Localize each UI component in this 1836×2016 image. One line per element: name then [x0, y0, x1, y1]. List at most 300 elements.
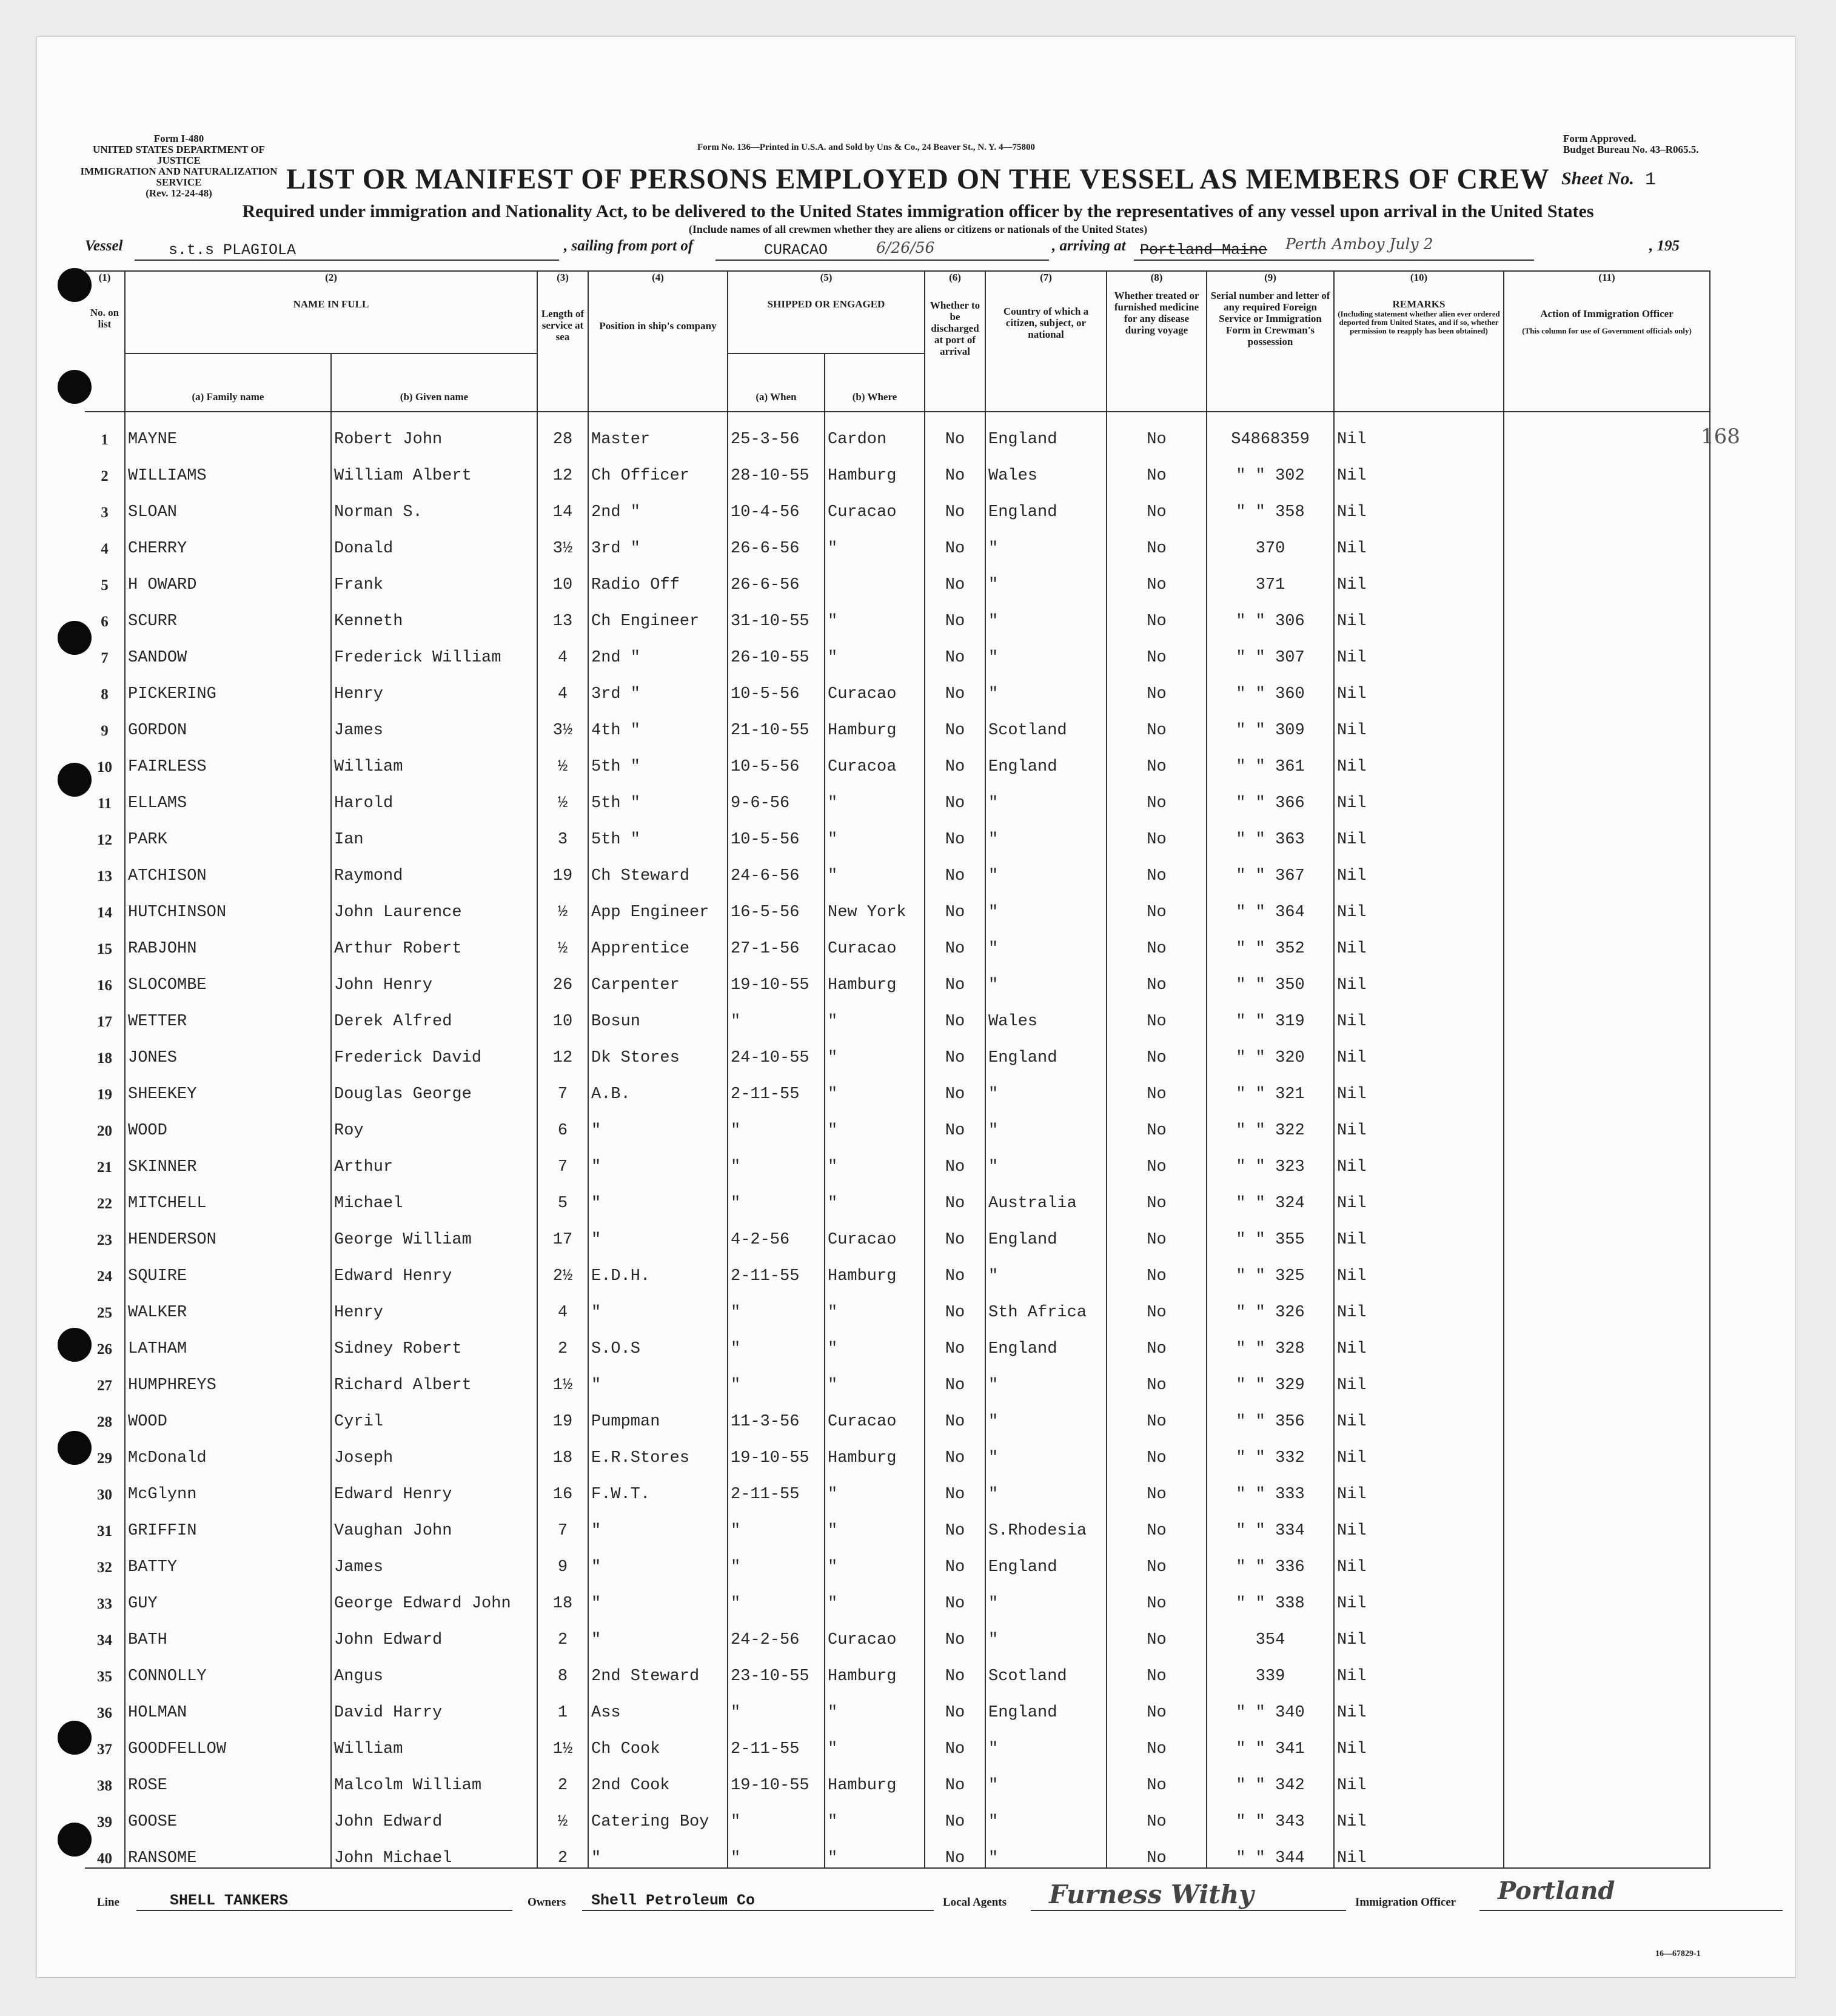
cell-when: 27-1-56 [728, 922, 825, 958]
cell-given: Arthur Robert [331, 922, 537, 958]
cell-family: ATCHISON [125, 849, 331, 885]
cell-serial: " " 364 [1207, 885, 1334, 922]
cell-no: 26 [85, 1322, 125, 1358]
cell-when: 26-10-55 [728, 631, 825, 667]
cell-family: ELLAMS [125, 776, 331, 812]
cell-serial: 354 [1207, 1613, 1334, 1649]
cell-discharged: No [925, 1722, 985, 1758]
cell-medicine: No [1107, 1067, 1207, 1103]
header-length: Length of service at sea [537, 284, 588, 412]
cell-discharged: No [925, 1395, 985, 1431]
crew-row [85, 558, 1710, 594]
cell-given: Robert John [331, 412, 537, 449]
cell-length: 8 [537, 1649, 588, 1686]
cell-serial: " " 325 [1207, 1249, 1334, 1285]
cell-action [1504, 449, 1710, 485]
cell-where: " [825, 1540, 925, 1576]
cell-medicine: No [1107, 740, 1207, 776]
cell-action [1504, 1649, 1710, 1686]
cell-remarks: Nil [1334, 849, 1504, 885]
cell-serial: S4868359 [1207, 412, 1334, 449]
cell-remarks: Nil [1334, 594, 1504, 631]
cell-action [1504, 1249, 1710, 1285]
cell-given: Richard Albert [331, 1358, 537, 1395]
crew-row [85, 1322, 1710, 1358]
cell-length: 18 [537, 1431, 588, 1467]
cell-position: E.D.H. [588, 1249, 728, 1285]
cell-family: HUMPHREYS [125, 1358, 331, 1395]
cell-family: HENDERSON [125, 1213, 331, 1249]
cell-action [1504, 1140, 1710, 1176]
cell-family: WETTER [125, 994, 331, 1031]
cell-action [1504, 994, 1710, 1031]
cell-discharged: No [925, 703, 985, 740]
crew-row [85, 1140, 1710, 1176]
crew-row [85, 1831, 1710, 1868]
cell-serial: " " 322 [1207, 1103, 1334, 1140]
column-number: (9) [1207, 271, 1334, 284]
crew-row [85, 703, 1710, 740]
cell-serial: " " 333 [1207, 1467, 1334, 1504]
cell-family: H OWARD [125, 558, 331, 594]
cell-when: " [728, 1358, 825, 1395]
cell-medicine: No [1107, 1467, 1207, 1504]
cell-where: Curacao [825, 485, 925, 521]
cell-medicine: No [1107, 1795, 1207, 1831]
cell-remarks: Nil [1334, 667, 1504, 703]
cell-where: " [825, 631, 925, 667]
cell-country: England [985, 412, 1107, 449]
cell-no: 40 [85, 1831, 125, 1868]
cell-serial: " " 324 [1207, 1176, 1334, 1213]
cell-remarks: Nil [1334, 1649, 1504, 1686]
cell-no: 36 [85, 1686, 125, 1722]
cell-given: Norman S. [331, 485, 537, 521]
cell-serial: " " 338 [1207, 1576, 1334, 1613]
footer-agents-label: Local Agents [943, 1896, 1007, 1909]
cell-remarks: Nil [1334, 1067, 1504, 1103]
cell-when: 2-11-55 [728, 1722, 825, 1758]
cell-family: McDonald [125, 1431, 331, 1467]
cell-action [1504, 1176, 1710, 1213]
cell-when: 28-10-55 [728, 449, 825, 485]
header-when: (a) When [728, 353, 825, 412]
cell-remarks: Nil [1334, 812, 1504, 849]
cell-country: " [985, 1431, 1107, 1467]
cell-country: " [985, 1613, 1107, 1649]
cell-given: Malcolm William [331, 1758, 537, 1795]
sail-date: 6/26/56 [876, 239, 935, 256]
cell-remarks: Nil [1334, 1358, 1504, 1395]
crew-row [85, 1431, 1710, 1467]
cell-position: Apprentice [588, 922, 728, 958]
footer-agents: Furness Withy [1049, 1880, 1254, 1909]
cell-country: " [985, 558, 1107, 594]
cell-family: WOOD [125, 1103, 331, 1140]
cell-when: 10-4-56 [728, 485, 825, 521]
cell-medicine: No [1107, 1613, 1207, 1649]
cell-discharged: No [925, 485, 985, 521]
cell-when: 23-10-55 [728, 1649, 825, 1686]
cell-medicine: No [1107, 1831, 1207, 1868]
cell-where: Hamburg [825, 1249, 925, 1285]
arrival-handwritten: Perth Amboy July 2 [1285, 235, 1433, 253]
cell-length: 1½ [537, 1358, 588, 1395]
cell-remarks: Nil [1334, 1431, 1504, 1467]
cell-length: 13 [537, 594, 588, 631]
header-no: No. on list [85, 284, 125, 412]
cell-no: 37 [85, 1722, 125, 1758]
cell-no: 3 [85, 485, 125, 521]
cell-no: 30 [85, 1467, 125, 1504]
cell-position: " [588, 1213, 728, 1249]
arrival-port: Portland Maine [1140, 241, 1268, 259]
cell-action [1504, 1213, 1710, 1249]
cell-country: " [985, 1358, 1107, 1395]
cell-length: 4 [537, 667, 588, 703]
cell-medicine: No [1107, 558, 1207, 594]
column-number: (3) [537, 271, 588, 284]
cell-remarks: Nil [1334, 1176, 1504, 1213]
cell-action [1504, 1285, 1710, 1322]
cell-serial: " " 319 [1207, 994, 1334, 1031]
cell-action [1504, 885, 1710, 922]
cell-given: Edward Henry [331, 1467, 537, 1504]
cell-medicine: No [1107, 922, 1207, 958]
crew-row [85, 1395, 1710, 1431]
cell-serial: " " 355 [1207, 1213, 1334, 1249]
cell-serial: " " 350 [1207, 958, 1334, 994]
cell-action [1504, 667, 1710, 703]
cell-discharged: No [925, 994, 985, 1031]
cell-medicine: No [1107, 958, 1207, 994]
cell-position: F.W.T. [588, 1467, 728, 1504]
remarks-note: (Including statement whether alien ever ordered deported from United States, and if so, whether permission to reapply has been obtained) [1338, 309, 1500, 335]
cell-medicine: No [1107, 1686, 1207, 1722]
cell-position: " [588, 1103, 728, 1140]
cell-where: " [825, 1140, 925, 1176]
cell-remarks: Nil [1334, 412, 1504, 449]
cell-given: John Laurence [331, 885, 537, 922]
cell-remarks: Nil [1334, 1758, 1504, 1795]
cell-discharged: No [925, 1176, 985, 1213]
cell-position: S.O.S [588, 1322, 728, 1358]
cell-position: 3rd " [588, 667, 728, 703]
cell-when: " [728, 1686, 825, 1722]
cell-when: 16-5-56 [728, 885, 825, 922]
cell-no: 39 [85, 1795, 125, 1831]
cell-length: 17 [537, 1213, 588, 1249]
crew-row [85, 1285, 1710, 1322]
cell-medicine: No [1107, 1213, 1207, 1249]
cell-position: Ch Cook [588, 1722, 728, 1758]
cell-discharged: No [925, 776, 985, 812]
cell-discharged: No [925, 1576, 985, 1613]
cell-when: 9-6-56 [728, 776, 825, 812]
underline [1479, 1910, 1783, 1911]
cell-remarks: Nil [1334, 449, 1504, 485]
cell-where: Cardon [825, 412, 925, 449]
cell-given: Derek Alfred [331, 994, 537, 1031]
cell-remarks: Nil [1334, 703, 1504, 740]
header-position: Position in ship's company [588, 284, 728, 412]
cell-medicine: No [1107, 1140, 1207, 1176]
cell-when: " [728, 1285, 825, 1322]
cell-when: " [728, 1504, 825, 1540]
cell-family: RABJOHN [125, 922, 331, 958]
cell-no: 15 [85, 922, 125, 958]
cell-position: Carpenter [588, 958, 728, 994]
cell-serial: " " 341 [1207, 1722, 1334, 1758]
cell-length: 12 [537, 1031, 588, 1067]
cell-medicine: No [1107, 1576, 1207, 1613]
cell-length: 1½ [537, 1722, 588, 1758]
cell-given: James [331, 1540, 537, 1576]
cell-medicine: No [1107, 849, 1207, 885]
cell-length: 2 [537, 1322, 588, 1358]
cell-when: 10-5-56 [728, 667, 825, 703]
column-number: (2) [125, 271, 537, 284]
cell-family: McGlynn [125, 1467, 331, 1504]
cell-action [1504, 1831, 1710, 1868]
cell-medicine: No [1107, 412, 1207, 449]
cell-length: 7 [537, 1140, 588, 1176]
cell-medicine: No [1107, 1504, 1207, 1540]
cell-serial: " " 323 [1207, 1140, 1334, 1176]
cell-where: " [825, 1795, 925, 1831]
subtitle-note: (Include names of all crewmen whether they are aliens or citizens or nationals of the United States) [688, 223, 1148, 235]
cell-action [1504, 958, 1710, 994]
cell-length: 1 [537, 1686, 588, 1722]
cell-serial: " " 363 [1207, 812, 1334, 849]
cell-position: Pumpman [588, 1395, 728, 1431]
cell-discharged: No [925, 1540, 985, 1576]
cell-family: PICKERING [125, 667, 331, 703]
year-label: , 195 [1649, 238, 1680, 254]
cell-position: Ch Steward [588, 849, 728, 885]
cell-country: England [985, 1540, 1107, 1576]
cell-serial: " " 356 [1207, 1395, 1334, 1431]
cell-country: S.Rhodesia [985, 1504, 1107, 1540]
cell-given: Douglas George [331, 1067, 537, 1103]
cell-discharged: No [925, 849, 985, 885]
cell-medicine: No [1107, 1722, 1207, 1758]
cell-serial: " " 320 [1207, 1031, 1334, 1067]
cell-remarks: Nil [1334, 558, 1504, 594]
cell-country: England [985, 740, 1107, 776]
cell-family: WOOD [125, 1395, 331, 1431]
cell-position: Ch Engineer [588, 594, 728, 631]
cell-length: ½ [537, 922, 588, 958]
cell-given: Roy [331, 1103, 537, 1140]
cell-serial: " " 332 [1207, 1431, 1334, 1467]
cell-length: 16 [537, 1467, 588, 1504]
cell-remarks: Nil [1334, 1140, 1504, 1176]
cell-discharged: No [925, 558, 985, 594]
cell-no: 29 [85, 1431, 125, 1467]
cell-when: " [728, 1103, 825, 1140]
cell-where: " [825, 1504, 925, 1540]
cell-where: Hamburg [825, 703, 925, 740]
cell-position: Radio Off [588, 558, 728, 594]
cell-family: LATHAM [125, 1322, 331, 1358]
departure-port: CURACAO [764, 241, 828, 259]
cell-serial: " " 306 [1207, 594, 1334, 631]
cell-serial: 371 [1207, 558, 1334, 594]
crew-row [85, 1613, 1710, 1649]
cell-where: " [825, 1467, 925, 1504]
underline [1031, 1910, 1346, 1911]
cell-action [1504, 1322, 1710, 1358]
cell-when: " [728, 1140, 825, 1176]
cell-discharged: No [925, 1358, 985, 1395]
cell-family: GUY [125, 1576, 331, 1613]
cell-given: Kenneth [331, 594, 537, 631]
cell-medicine: No [1107, 1176, 1207, 1213]
cell-remarks: Nil [1334, 1504, 1504, 1540]
cell-country: England [985, 1686, 1107, 1722]
cell-country: " [985, 1103, 1107, 1140]
cell-where: " [825, 1067, 925, 1103]
cell-medicine: No [1107, 776, 1207, 812]
cell-country: " [985, 776, 1107, 812]
cell-action [1504, 849, 1710, 885]
footer-line-label: Line [97, 1896, 119, 1909]
cell-no: 32 [85, 1540, 125, 1576]
cell-given: Henry [331, 667, 537, 703]
cell-where: " [825, 1831, 925, 1868]
cell-action [1504, 1686, 1710, 1722]
cell-given: William [331, 740, 537, 776]
crew-row [85, 958, 1710, 994]
cell-no: 21 [85, 1140, 125, 1176]
form-right-header: Form Approved. Budget Bureau No. 43–R065.5. [1563, 133, 1699, 155]
cell-discharged: No [925, 1140, 985, 1176]
cell-where: " [825, 812, 925, 849]
cell-action [1504, 521, 1710, 558]
cell-remarks: Nil [1334, 958, 1504, 994]
cell-family: BATTY [125, 1540, 331, 1576]
cell-no: 34 [85, 1613, 125, 1649]
cell-when: " [728, 1322, 825, 1358]
cell-position: Dk Stores [588, 1031, 728, 1067]
cell-country: " [985, 885, 1107, 922]
cell-country: " [985, 631, 1107, 667]
cell-serial: " " 340 [1207, 1686, 1334, 1722]
cell-discharged: No [925, 1467, 985, 1504]
cell-where: " [825, 594, 925, 631]
cell-where: Curacao [825, 667, 925, 703]
cell-given: Michael [331, 1176, 537, 1213]
cell-length: 10 [537, 994, 588, 1031]
cell-no: 23 [85, 1213, 125, 1249]
cell-position: Bosun [588, 994, 728, 1031]
cell-position: " [588, 1613, 728, 1649]
header-medicine: Whether treated or furnished medicine for any disease during voyage [1107, 284, 1207, 412]
header-name-in-full: NAME IN FULL [125, 284, 537, 353]
subtitle: Required under immigration and Nationality Act, to be delivered to the United States immigration officer by the representatives of any vessel upon arrival in the United States [242, 201, 1594, 221]
cell-remarks: Nil [1334, 1395, 1504, 1431]
cell-discharged: No [925, 812, 985, 849]
cell-discharged: No [925, 1795, 985, 1831]
cell-no: 4 [85, 521, 125, 558]
cell-position: " [588, 1831, 728, 1868]
crew-row [85, 885, 1710, 922]
cell-where: " [825, 776, 925, 812]
cell-no: 13 [85, 849, 125, 885]
cell-length: 3½ [537, 521, 588, 558]
cell-country: " [985, 1395, 1107, 1431]
header-country: Country of which a citizen, subject, or national [985, 284, 1107, 412]
crew-row [85, 922, 1710, 958]
cell-serial: " " 336 [1207, 1540, 1334, 1576]
cell-position: 5th " [588, 740, 728, 776]
cell-where: " [825, 521, 925, 558]
cell-length: 2 [537, 1613, 588, 1649]
cell-action [1504, 1758, 1710, 1795]
cell-position: 3rd " [588, 521, 728, 558]
cell-position: Master [588, 412, 728, 449]
cell-serial: " " 352 [1207, 922, 1334, 958]
footer-owners-label: Owners [528, 1896, 566, 1909]
crew-row [85, 594, 1710, 631]
cell-when: 24-10-55 [728, 1031, 825, 1067]
cell-country: Wales [985, 449, 1107, 485]
cell-family: GOOSE [125, 1795, 331, 1831]
cell-medicine: No [1107, 994, 1207, 1031]
crew-row [85, 1213, 1710, 1249]
cell-action [1504, 558, 1710, 594]
cell-given: Donald [331, 521, 537, 558]
cell-length: 6 [537, 1103, 588, 1140]
cell-family: CONNOLLY [125, 1649, 331, 1686]
cell-action [1504, 1395, 1710, 1431]
cell-remarks: Nil [1334, 1576, 1504, 1613]
cell-medicine: No [1107, 485, 1207, 521]
crew-row [85, 994, 1710, 1031]
cell-when: 26-6-56 [728, 521, 825, 558]
cell-family: JONES [125, 1031, 331, 1067]
cell-country: " [985, 1795, 1107, 1831]
cell-serial: 370 [1207, 521, 1334, 558]
crew-table [85, 270, 1710, 1869]
cell-medicine: No [1107, 631, 1207, 667]
cell-family: ROSE [125, 1758, 331, 1795]
cell-position: 4th " [588, 703, 728, 740]
cell-discharged: No [925, 667, 985, 703]
cell-action [1504, 776, 1710, 812]
cell-where: " [825, 1358, 925, 1395]
cell-serial: " " 307 [1207, 631, 1334, 667]
cell-where: " [825, 1031, 925, 1067]
crew-row [85, 1758, 1710, 1795]
cell-discharged: No [925, 922, 985, 958]
column-number: (8) [1107, 271, 1207, 284]
cell-discharged: No [925, 1067, 985, 1103]
cell-no: 1 [85, 412, 125, 449]
cell-position: 2nd " [588, 631, 728, 667]
cell-where: Hamburg [825, 449, 925, 485]
cell-no: 9 [85, 703, 125, 740]
crew-row [85, 1722, 1710, 1758]
cell-when: 2-11-55 [728, 1249, 825, 1285]
cell-given: David Harry [331, 1686, 537, 1722]
cell-given: John Henry [331, 958, 537, 994]
cell-medicine: No [1107, 1031, 1207, 1067]
cell-discharged: No [925, 958, 985, 994]
cell-position: " [588, 1504, 728, 1540]
cell-medicine: No [1107, 885, 1207, 922]
